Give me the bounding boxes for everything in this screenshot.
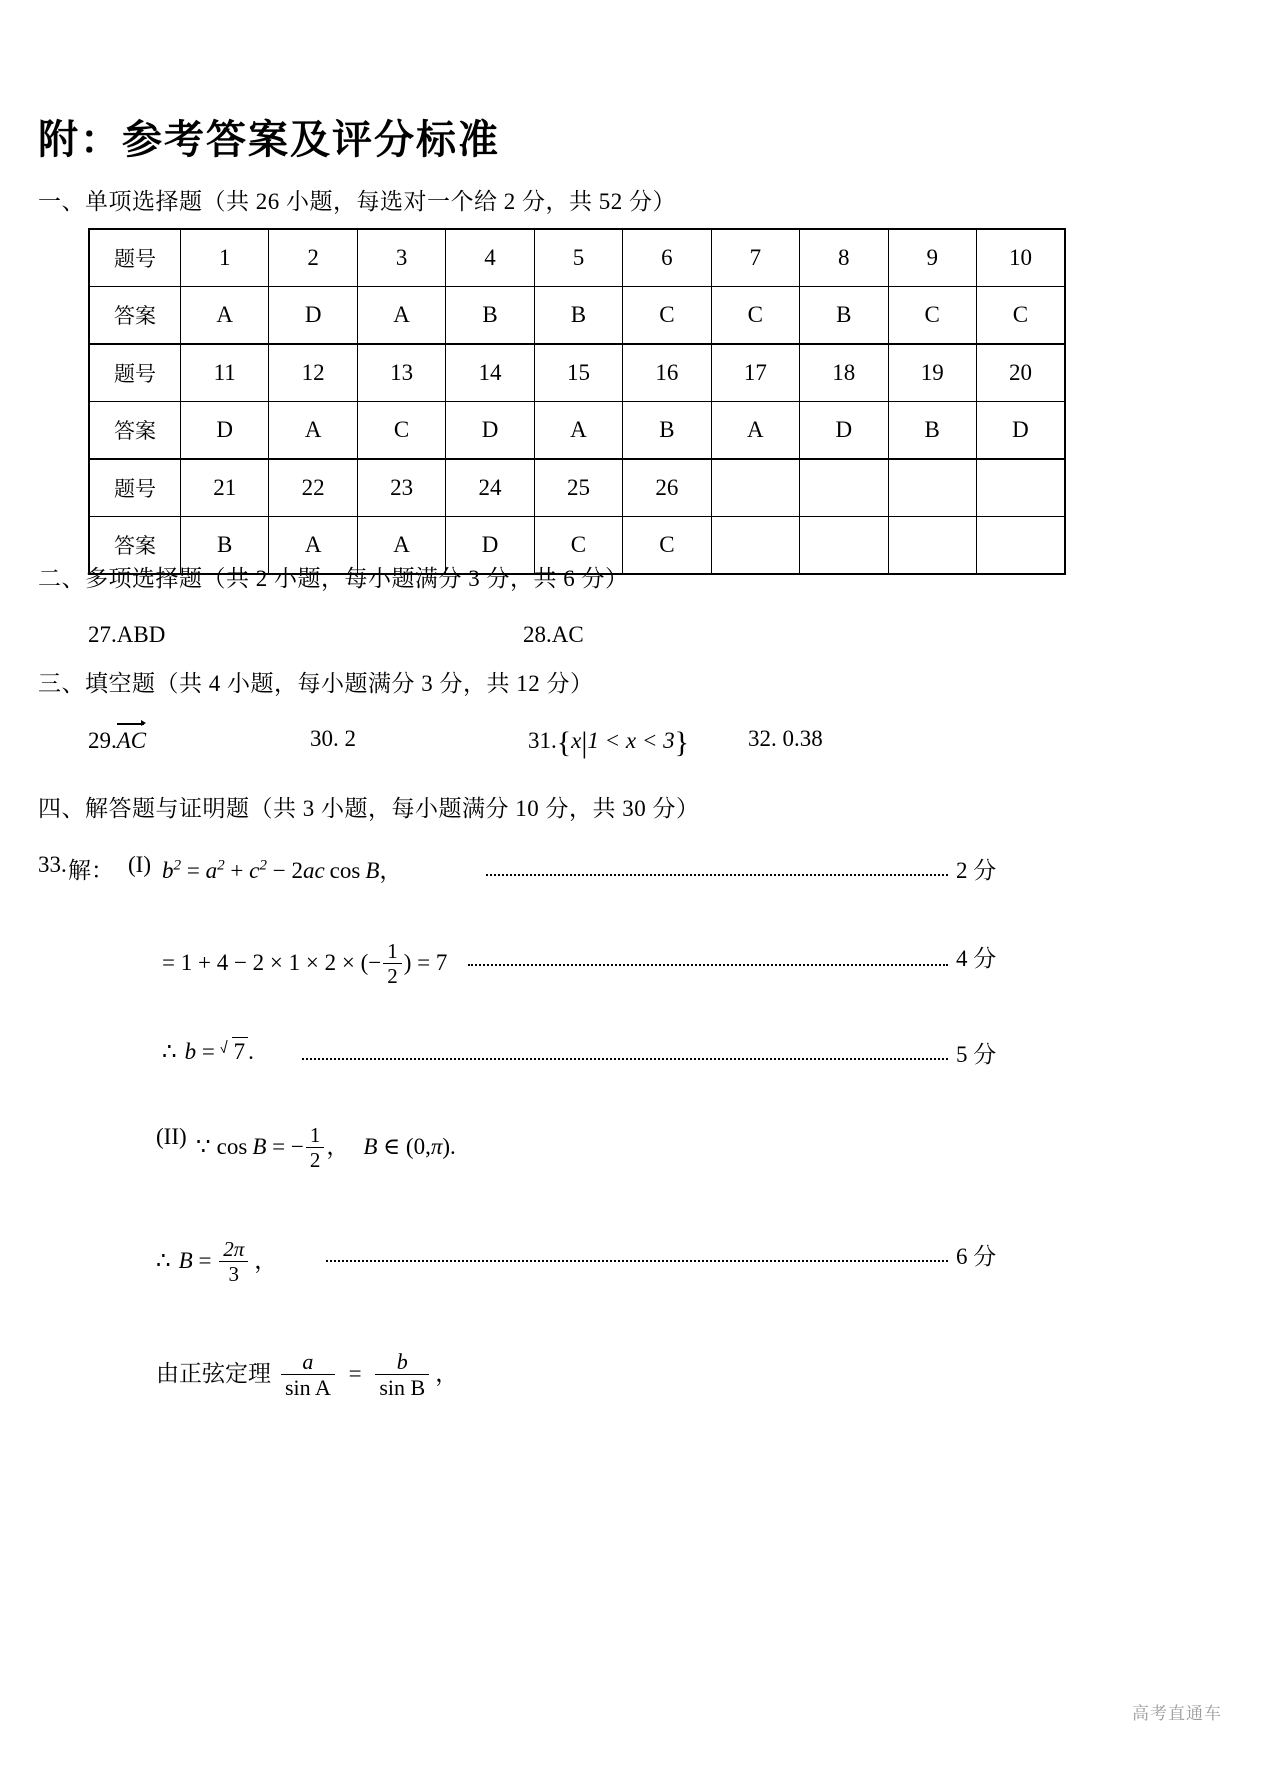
because-symbol: ∵ (196, 1133, 211, 1159)
exponent-2: 2 (217, 856, 225, 874)
section-heading-fill-blank: 三、填空题（共 4 小题，每小题满分 3 分，共 12 分） (38, 671, 594, 696)
cell-number: 19 (888, 344, 976, 402)
denominator: 2 (383, 963, 402, 988)
cell-answer: D (976, 402, 1065, 460)
cell-number: 9 (888, 229, 976, 287)
row-label-number: 题号 (89, 229, 181, 287)
cell-answer: C (711, 287, 799, 345)
cell-answer: B (181, 517, 269, 575)
set-close-brace: } (674, 726, 690, 759)
dot-leader-3 (302, 1058, 948, 1060)
therefore-symbol: ∴ (156, 1247, 171, 1273)
cell-answer: A (357, 287, 445, 345)
equals-sign: = (196, 1039, 221, 1064)
period: . (248, 1039, 254, 1064)
cell-empty (888, 459, 976, 517)
fill-blank-answers (88, 726, 1068, 770)
cell-number: 15 (534, 344, 622, 402)
comma: ， (379, 858, 403, 883)
denominator: sin A (281, 1374, 335, 1400)
answer-29-label: 29. (88, 728, 117, 753)
cell-number: 11 (181, 344, 269, 402)
cell-answer: C (623, 517, 711, 575)
numerator: 2π (223, 1237, 245, 1261)
pi-symbol: π (430, 1133, 443, 1159)
cell-number: 10 (976, 229, 1065, 287)
interval-open: ∈ (0, (377, 1133, 431, 1159)
cell-answer: C (357, 402, 445, 460)
denominator: 2 (306, 1147, 325, 1172)
var-b: b (162, 858, 174, 883)
page-title: 附：参考答案及评分标准 (38, 117, 500, 163)
equals-sign: = (342, 1361, 368, 1387)
cell-number: 6 (623, 229, 711, 287)
cell-number: 14 (446, 344, 534, 402)
therefore-symbol: ∴ (162, 1039, 177, 1064)
fraction-a-over-sinA (281, 1349, 335, 1401)
answer-item-27: 27.ABD (88, 622, 166, 647)
comma: ， (254, 1247, 278, 1273)
set-open-brace: { (556, 726, 572, 759)
fraction-b-over-sinB (375, 1349, 429, 1401)
row-label-number: 题号 (89, 344, 181, 402)
table-row (89, 287, 1065, 345)
formula-line-6 (156, 1350, 458, 1402)
var-a: a (205, 858, 218, 883)
numerator: 1 (309, 1123, 321, 1147)
cell-empty (976, 517, 1065, 575)
cell-empty (800, 459, 888, 517)
answer-item-28: 28.AC (523, 622, 584, 647)
cell-number: 21 (181, 459, 269, 517)
cell-answer: A (534, 402, 622, 460)
cell-number: 23 (357, 459, 445, 517)
points-line-5: 6 分 (956, 1244, 997, 1269)
answer-item-30: 30. 2 (310, 726, 356, 751)
row-label-answer: 答案 (89, 402, 181, 460)
equals-sign: = (181, 858, 206, 883)
cell-answer: B (534, 287, 622, 345)
answer-item-32: 32. 0.38 (748, 726, 823, 751)
expression-prefix: = 1 + 4 − 2 × 1 × 2 × (− (162, 949, 382, 975)
cos-operator: cos (216, 1133, 248, 1159)
cell-empty (711, 459, 799, 517)
cell-number: 20 (976, 344, 1065, 402)
cell-number: 26 (623, 459, 711, 517)
sine-rule-label: 由正弦定理 (156, 1361, 271, 1387)
row-label-number: 题号 (89, 459, 181, 517)
numerator: 1 (387, 939, 398, 963)
exponent-2: 2 (259, 856, 267, 874)
cell-number: 16 (623, 344, 711, 402)
cell-number: 25 (534, 459, 622, 517)
cell-answer: C (888, 287, 976, 345)
cell-number: 1 (181, 229, 269, 287)
table-row (89, 402, 1065, 460)
denominator: sin B (375, 1374, 429, 1400)
watermark: 高考直通车 (1132, 1704, 1222, 1724)
answer-item-31 (528, 726, 689, 760)
fraction-one-half (306, 1123, 325, 1172)
denominator: 3 (219, 1261, 248, 1286)
row-label-answer: 答案 (89, 517, 181, 575)
cell-answer: A (269, 402, 357, 460)
exponent-2: 2 (173, 856, 182, 874)
cell-answer: B (623, 402, 711, 460)
solve-label: 解： (68, 858, 114, 883)
points-line-1: 2 分 (956, 858, 997, 883)
cell-answer: D (446, 517, 534, 575)
var-B: B (252, 1133, 267, 1159)
cell-answer: D (181, 402, 269, 460)
cell-answer: D (446, 402, 534, 460)
cell-answer: C (534, 517, 622, 575)
answer-item-29 (88, 726, 146, 754)
var-c: c (249, 858, 260, 883)
section-heading-multi-choice: 二、多项选择题（共 2 小题，每小题满分 3 分，共 6 分） (38, 566, 629, 591)
cell-answer: B (800, 287, 888, 345)
formula-line-2 (162, 940, 447, 989)
table-row (89, 229, 1065, 287)
equals-sign: = − (266, 1133, 304, 1159)
single-choice-answer-table (88, 228, 1066, 575)
set-condition: 1 < x < 3 (587, 728, 675, 753)
cell-number: 12 (269, 344, 357, 402)
answer-31-label: 31. (528, 728, 557, 753)
points-line-3: 5 分 (956, 1042, 997, 1067)
dot-leader-5 (326, 1260, 948, 1262)
cell-number: 3 (357, 229, 445, 287)
cell-empty (800, 517, 888, 575)
cell-number: 22 (269, 459, 357, 517)
cell-number: 24 (446, 459, 534, 517)
formula-line-3 (162, 1036, 254, 1065)
cell-empty (888, 517, 976, 575)
cell-answer: C (976, 287, 1065, 345)
section-heading-solution: 四、解答题与证明题（共 3 小题，每小题满分 10 分，共 30 分） (38, 796, 700, 821)
cell-answer: B (888, 402, 976, 460)
cell-number: 2 (269, 229, 357, 287)
cell-answer: A (269, 517, 357, 575)
var-b: b (184, 1039, 197, 1064)
cell-answer: C (623, 287, 711, 345)
cell-empty (976, 459, 1065, 517)
plus-sign: + (224, 858, 250, 883)
var-B: B (363, 1133, 378, 1159)
cell-answer: D (800, 402, 888, 460)
cell-number: 4 (446, 229, 534, 287)
part-1-label: (I) (128, 852, 151, 877)
vector-AC: AC (116, 728, 147, 753)
numerator: b (396, 1349, 408, 1374)
interval-close: ). (442, 1133, 456, 1159)
equals-sign: = (192, 1247, 218, 1273)
cell-number: 5 (534, 229, 622, 287)
cos-operator: cos (329, 858, 361, 883)
cell-answer: D (269, 287, 357, 345)
comma: ， (435, 1361, 459, 1387)
set-variable: x (571, 728, 582, 753)
part-2-label: (II) (156, 1124, 187, 1149)
numerator: a (302, 1349, 314, 1374)
radicand: 7 (232, 1037, 249, 1065)
cell-number: 18 (800, 344, 888, 402)
fraction-one-half (383, 939, 402, 988)
row-label-answer: 答案 (89, 287, 181, 345)
formula-line-1 (162, 852, 402, 885)
var-B: B (178, 1247, 193, 1273)
minus-sign: − 2 (266, 858, 303, 883)
cell-answer: A (711, 402, 799, 460)
formula-line-5 (156, 1238, 277, 1287)
expression-suffix: ) = 7 (403, 949, 448, 975)
cell-number: 13 (357, 344, 445, 402)
dot-leader-2 (468, 964, 948, 966)
fraction-two-pi-thirds (219, 1237, 248, 1286)
table-row (89, 344, 1065, 402)
comma: ， (326, 1133, 350, 1159)
points-line-2: 4 分 (956, 946, 997, 971)
cell-answer: A (357, 517, 445, 575)
var-ac: ac (302, 858, 325, 883)
var-B: B (365, 858, 380, 883)
set-bar: | (581, 726, 588, 759)
square-root (221, 1036, 249, 1065)
cell-number: 7 (711, 229, 799, 287)
table-row (89, 459, 1065, 517)
cell-empty (711, 517, 799, 575)
section-heading-single-choice: 一、单项选择题（共 26 小题，每选对一个给 2 分，共 52 分） (38, 189, 676, 214)
cell-number: 8 (800, 229, 888, 287)
problem-number: 33. (38, 852, 67, 877)
dot-leader-1 (486, 874, 948, 876)
cell-answer: A (181, 287, 269, 345)
cell-answer: B (446, 287, 534, 345)
formula-line-4 (196, 1124, 456, 1173)
cell-number: 17 (711, 344, 799, 402)
